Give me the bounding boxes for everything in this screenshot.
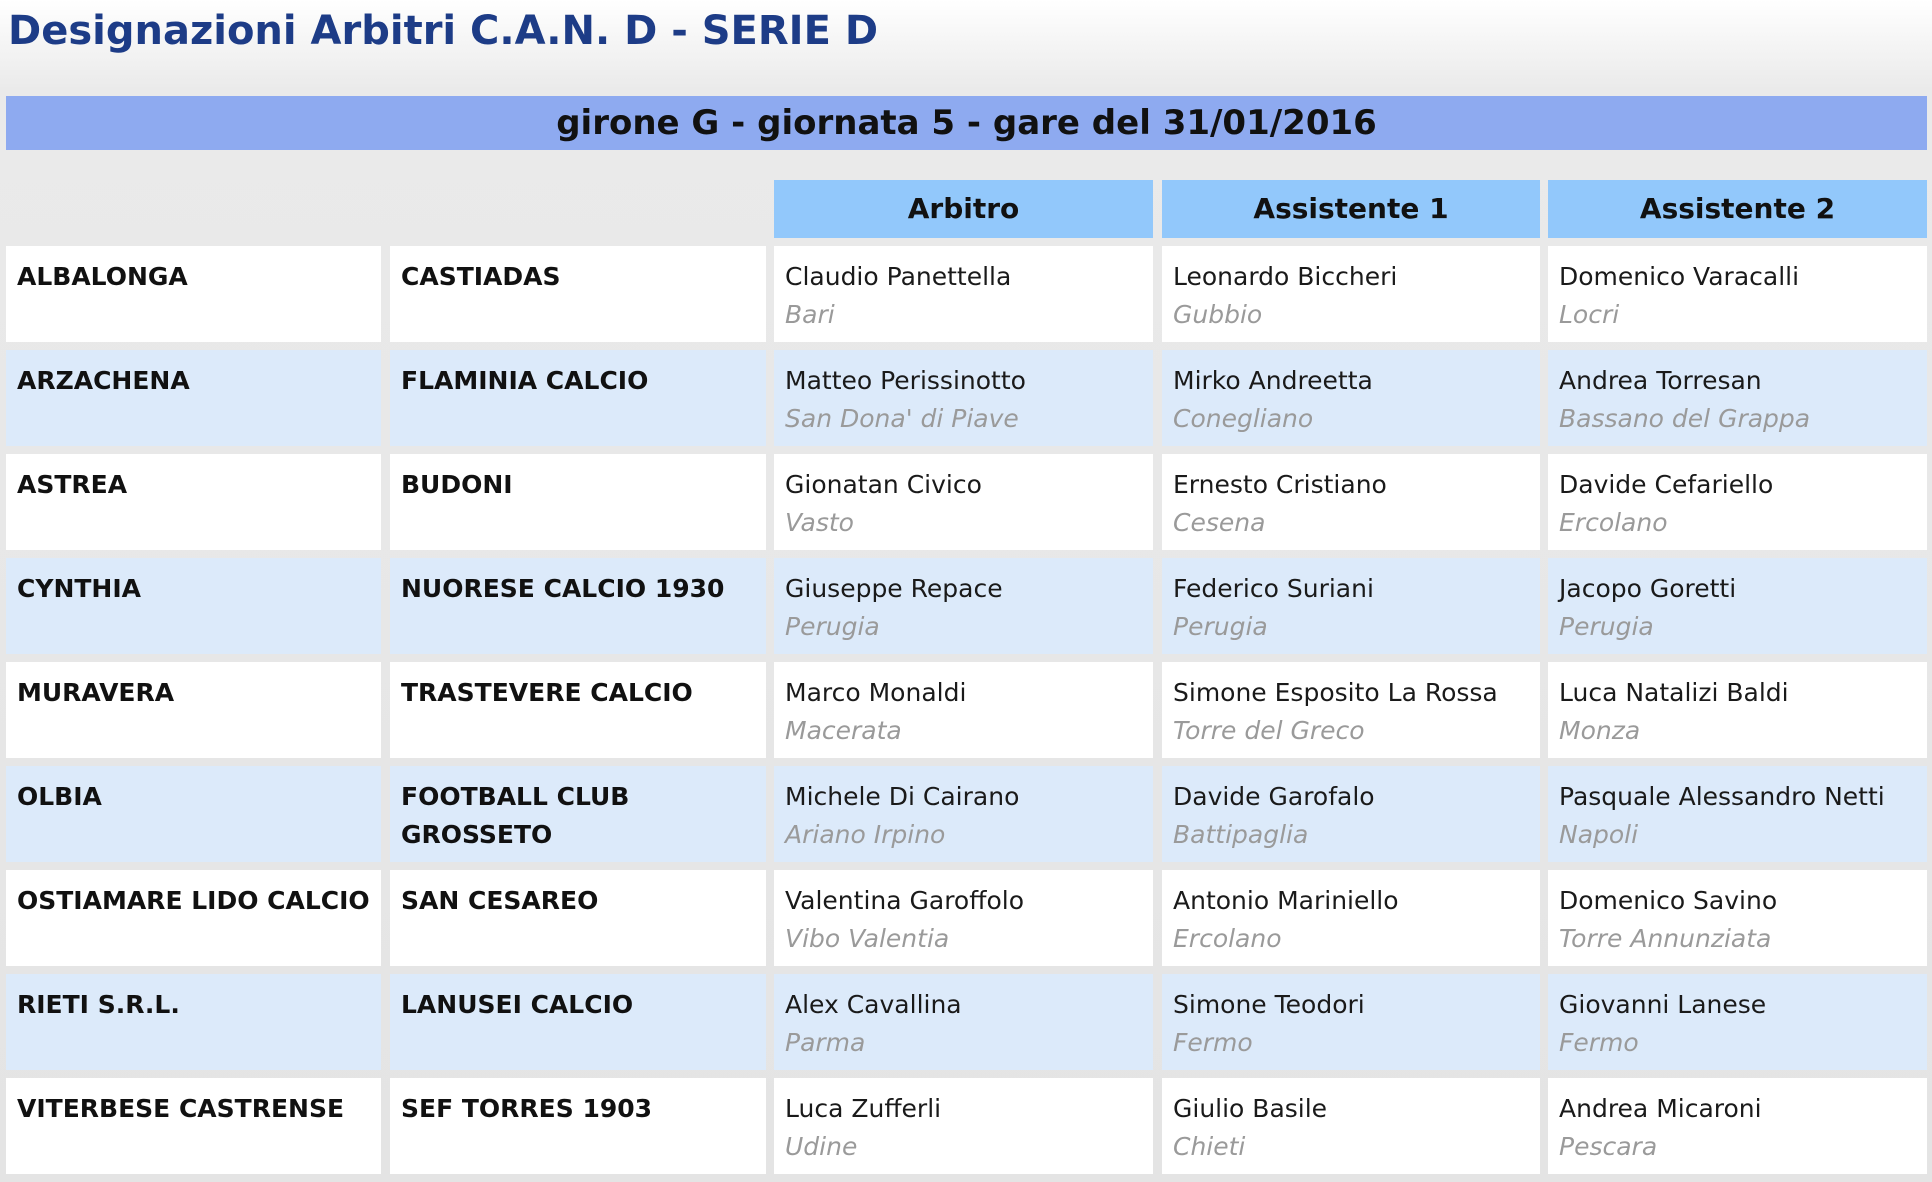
- referee-name: Alex Cavallina: [785, 990, 962, 1019]
- referee-cell: [774, 246, 1153, 342]
- away-team-cell: [390, 454, 766, 550]
- assistant2-name: Pasquale Alessandro Netti: [1559, 782, 1885, 811]
- assistant2-city: Bassano del Grappa: [1559, 404, 1811, 433]
- assistant1-name: Leonardo Biccheri: [1173, 262, 1398, 291]
- column-header-assistant-1: Assistente 1: [1162, 180, 1540, 238]
- assistant1-name: Ernesto Cristiano: [1173, 470, 1387, 499]
- home-team: MURAVERA: [17, 678, 175, 707]
- referee-cell: [774, 350, 1153, 446]
- assistant2-name: Domenico Savino: [1559, 886, 1778, 915]
- referee-city: Parma: [785, 1028, 866, 1057]
- assistant1-name: Simone Teodori: [1173, 990, 1365, 1019]
- assistant2-cell: [1548, 558, 1927, 654]
- assistant2-name: Andrea Micaroni: [1559, 1094, 1762, 1123]
- assistant1-cell: [1162, 558, 1540, 654]
- assistant1-cell: [1162, 766, 1540, 862]
- home-team-cell: [6, 662, 381, 758]
- away-team: TRASTEVERE CALCIO: [401, 678, 693, 707]
- assistant1-cell: [1162, 1078, 1540, 1174]
- referee-name: Marco Monaldi: [785, 678, 967, 707]
- home-team: RIETI S.R.L.: [17, 990, 180, 1019]
- home-team: OLBIA: [17, 782, 102, 811]
- referee-cell: [774, 974, 1153, 1070]
- referee-name: Gionatan Civico: [785, 470, 982, 499]
- home-team: CYNTHIA: [17, 574, 141, 603]
- away-team: CASTIADAS: [401, 262, 561, 291]
- assistant1-city: Cesena: [1173, 508, 1266, 537]
- assistant2-city: Pescara: [1559, 1132, 1658, 1161]
- assistant2-city: Locri: [1559, 300, 1620, 329]
- away-team-cell: [390, 246, 766, 342]
- referee-cell: [774, 662, 1153, 758]
- home-team-cell: [6, 766, 381, 862]
- table-row: [0, 350, 1932, 446]
- table-row: [0, 662, 1932, 758]
- table-row: [0, 870, 1932, 966]
- assistant1-city: Perugia: [1173, 612, 1268, 641]
- referee-city: Bari: [785, 300, 835, 329]
- away-team-cell: [390, 558, 766, 654]
- table-row: [0, 558, 1932, 654]
- assistant1-city: Ercolano: [1173, 924, 1282, 953]
- assistant2-city: Monza: [1559, 716, 1641, 745]
- referee-cell: [774, 558, 1153, 654]
- table-row: [0, 454, 1932, 550]
- assistant2-cell: [1548, 766, 1927, 862]
- assistant1-city: Fermo: [1173, 1028, 1253, 1057]
- assistant2-city: Fermo: [1559, 1028, 1639, 1057]
- away-team-cell: [390, 766, 766, 862]
- home-team: ARZACHENA: [17, 366, 190, 395]
- referee-cell: [774, 870, 1153, 966]
- referee-city: Vasto: [785, 508, 854, 537]
- away-team-cell: [390, 350, 766, 446]
- away-team: FLAMINIA CALCIO: [401, 366, 649, 395]
- assistant1-name: Antonio Mariniello: [1173, 886, 1399, 915]
- assistant2-city: Torre Annunziata: [1559, 924, 1772, 953]
- assistant2-name: Jacopo Goretti: [1559, 574, 1737, 603]
- assistant1-cell: [1162, 350, 1540, 446]
- assistant1-name: Davide Garofalo: [1173, 782, 1375, 811]
- referee-cell: [774, 454, 1153, 550]
- referee-city: Udine: [785, 1132, 858, 1161]
- away-team: SAN CESAREO: [401, 886, 599, 915]
- home-team: OSTIAMARE LIDO CALCIO: [17, 886, 370, 915]
- assistant2-cell: [1548, 350, 1927, 446]
- home-team-cell: [6, 870, 381, 966]
- assistant2-cell: [1548, 246, 1927, 342]
- assistant2-name: Luca Natalizi Baldi: [1559, 678, 1789, 707]
- referee-city: Vibo Valentia: [785, 924, 950, 953]
- assistant2-cell: [1548, 1078, 1927, 1174]
- assistant1-city: Chieti: [1173, 1132, 1246, 1161]
- assistant2-city: Ercolano: [1559, 508, 1668, 537]
- assistant1-city: Conegliano: [1173, 404, 1314, 433]
- assistant2-name: Davide Cefariello: [1559, 470, 1774, 499]
- assistant2-cell: [1548, 974, 1927, 1070]
- assistant1-name: Giulio Basile: [1173, 1094, 1328, 1123]
- assistant2-name: Giovanni Lanese: [1559, 990, 1767, 1019]
- away-team: FOOTBALL CLUB GROSSETO: [401, 782, 630, 849]
- away-team-cell: [390, 974, 766, 1070]
- assistant1-name: Simone Esposito La Rossa: [1173, 678, 1498, 707]
- referee-name: Claudio Panettella: [785, 262, 1012, 291]
- page-title: Designazioni Arbitri C.A.N. D - SERIE D: [8, 8, 879, 54]
- assistant1-name: Federico Suriani: [1173, 574, 1374, 603]
- referee-name: Michele Di Cairano: [785, 782, 1020, 811]
- round-banner: girone G - giornata 5 - gare del 31/01/2016: [6, 96, 1927, 150]
- home-team-cell: [6, 246, 381, 342]
- table-row: [0, 1078, 1932, 1174]
- away-team: SEF TORRES 1903: [401, 1094, 653, 1123]
- assistant1-cell: [1162, 662, 1540, 758]
- assistant1-city: Battipaglia: [1173, 820, 1309, 849]
- column-header-referee: Arbitro: [774, 180, 1153, 238]
- assistant1-cell: [1162, 246, 1540, 342]
- home-team-cell: [6, 350, 381, 446]
- home-team-cell: [6, 1078, 381, 1174]
- referee-city: Macerata: [785, 716, 902, 745]
- assistant2-city: Perugia: [1559, 612, 1654, 641]
- assistant1-cell: [1162, 870, 1540, 966]
- referee-city: San Dona' di Piave: [785, 404, 1019, 433]
- away-team-cell: [390, 1078, 766, 1174]
- assistant2-city: Napoli: [1559, 820, 1639, 849]
- assistant1-name: Mirko Andreetta: [1173, 366, 1373, 395]
- assistant1-cell: [1162, 454, 1540, 550]
- home-team-cell: [6, 974, 381, 1070]
- table-row: [0, 766, 1932, 862]
- referee-name: Valentina Garoffolo: [785, 886, 1024, 915]
- assistant2-cell: [1548, 454, 1927, 550]
- away-team-cell: [390, 662, 766, 758]
- home-team: ASTREA: [17, 470, 128, 499]
- assistant1-city: Torre del Greco: [1173, 716, 1365, 745]
- referee-cell: [774, 766, 1153, 862]
- assistant2-cell: [1548, 870, 1927, 966]
- table-row: [0, 974, 1932, 1070]
- column-header-assistant-2: Assistente 2: [1548, 180, 1927, 238]
- home-team: ALBALONGA: [17, 262, 188, 291]
- assistant2-name: Domenico Varacalli: [1559, 262, 1800, 291]
- away-team-cell: [390, 870, 766, 966]
- home-team: VITERBESE CASTRENSE: [17, 1094, 345, 1123]
- away-team: NUORESE CALCIO 1930: [401, 574, 725, 603]
- referee-name: Giuseppe Repace: [785, 574, 1003, 603]
- referee-cell: [774, 1078, 1153, 1174]
- referee-city: Perugia: [785, 612, 880, 641]
- assistant1-cell: [1162, 974, 1540, 1070]
- table-row: [0, 246, 1932, 342]
- referee-city: Ariano Irpino: [785, 820, 946, 849]
- away-team: BUDONI: [401, 470, 513, 499]
- assistant1-city: Gubbio: [1173, 300, 1263, 329]
- home-team-cell: [6, 558, 381, 654]
- referee-name: Matteo Perissinotto: [785, 366, 1026, 395]
- home-team-cell: [6, 454, 381, 550]
- away-team: LANUSEI CALCIO: [401, 990, 634, 1019]
- referee-name: Luca Zufferli: [785, 1094, 942, 1123]
- assistant2-name: Andrea Torresan: [1559, 366, 1762, 395]
- assistant2-cell: [1548, 662, 1927, 758]
